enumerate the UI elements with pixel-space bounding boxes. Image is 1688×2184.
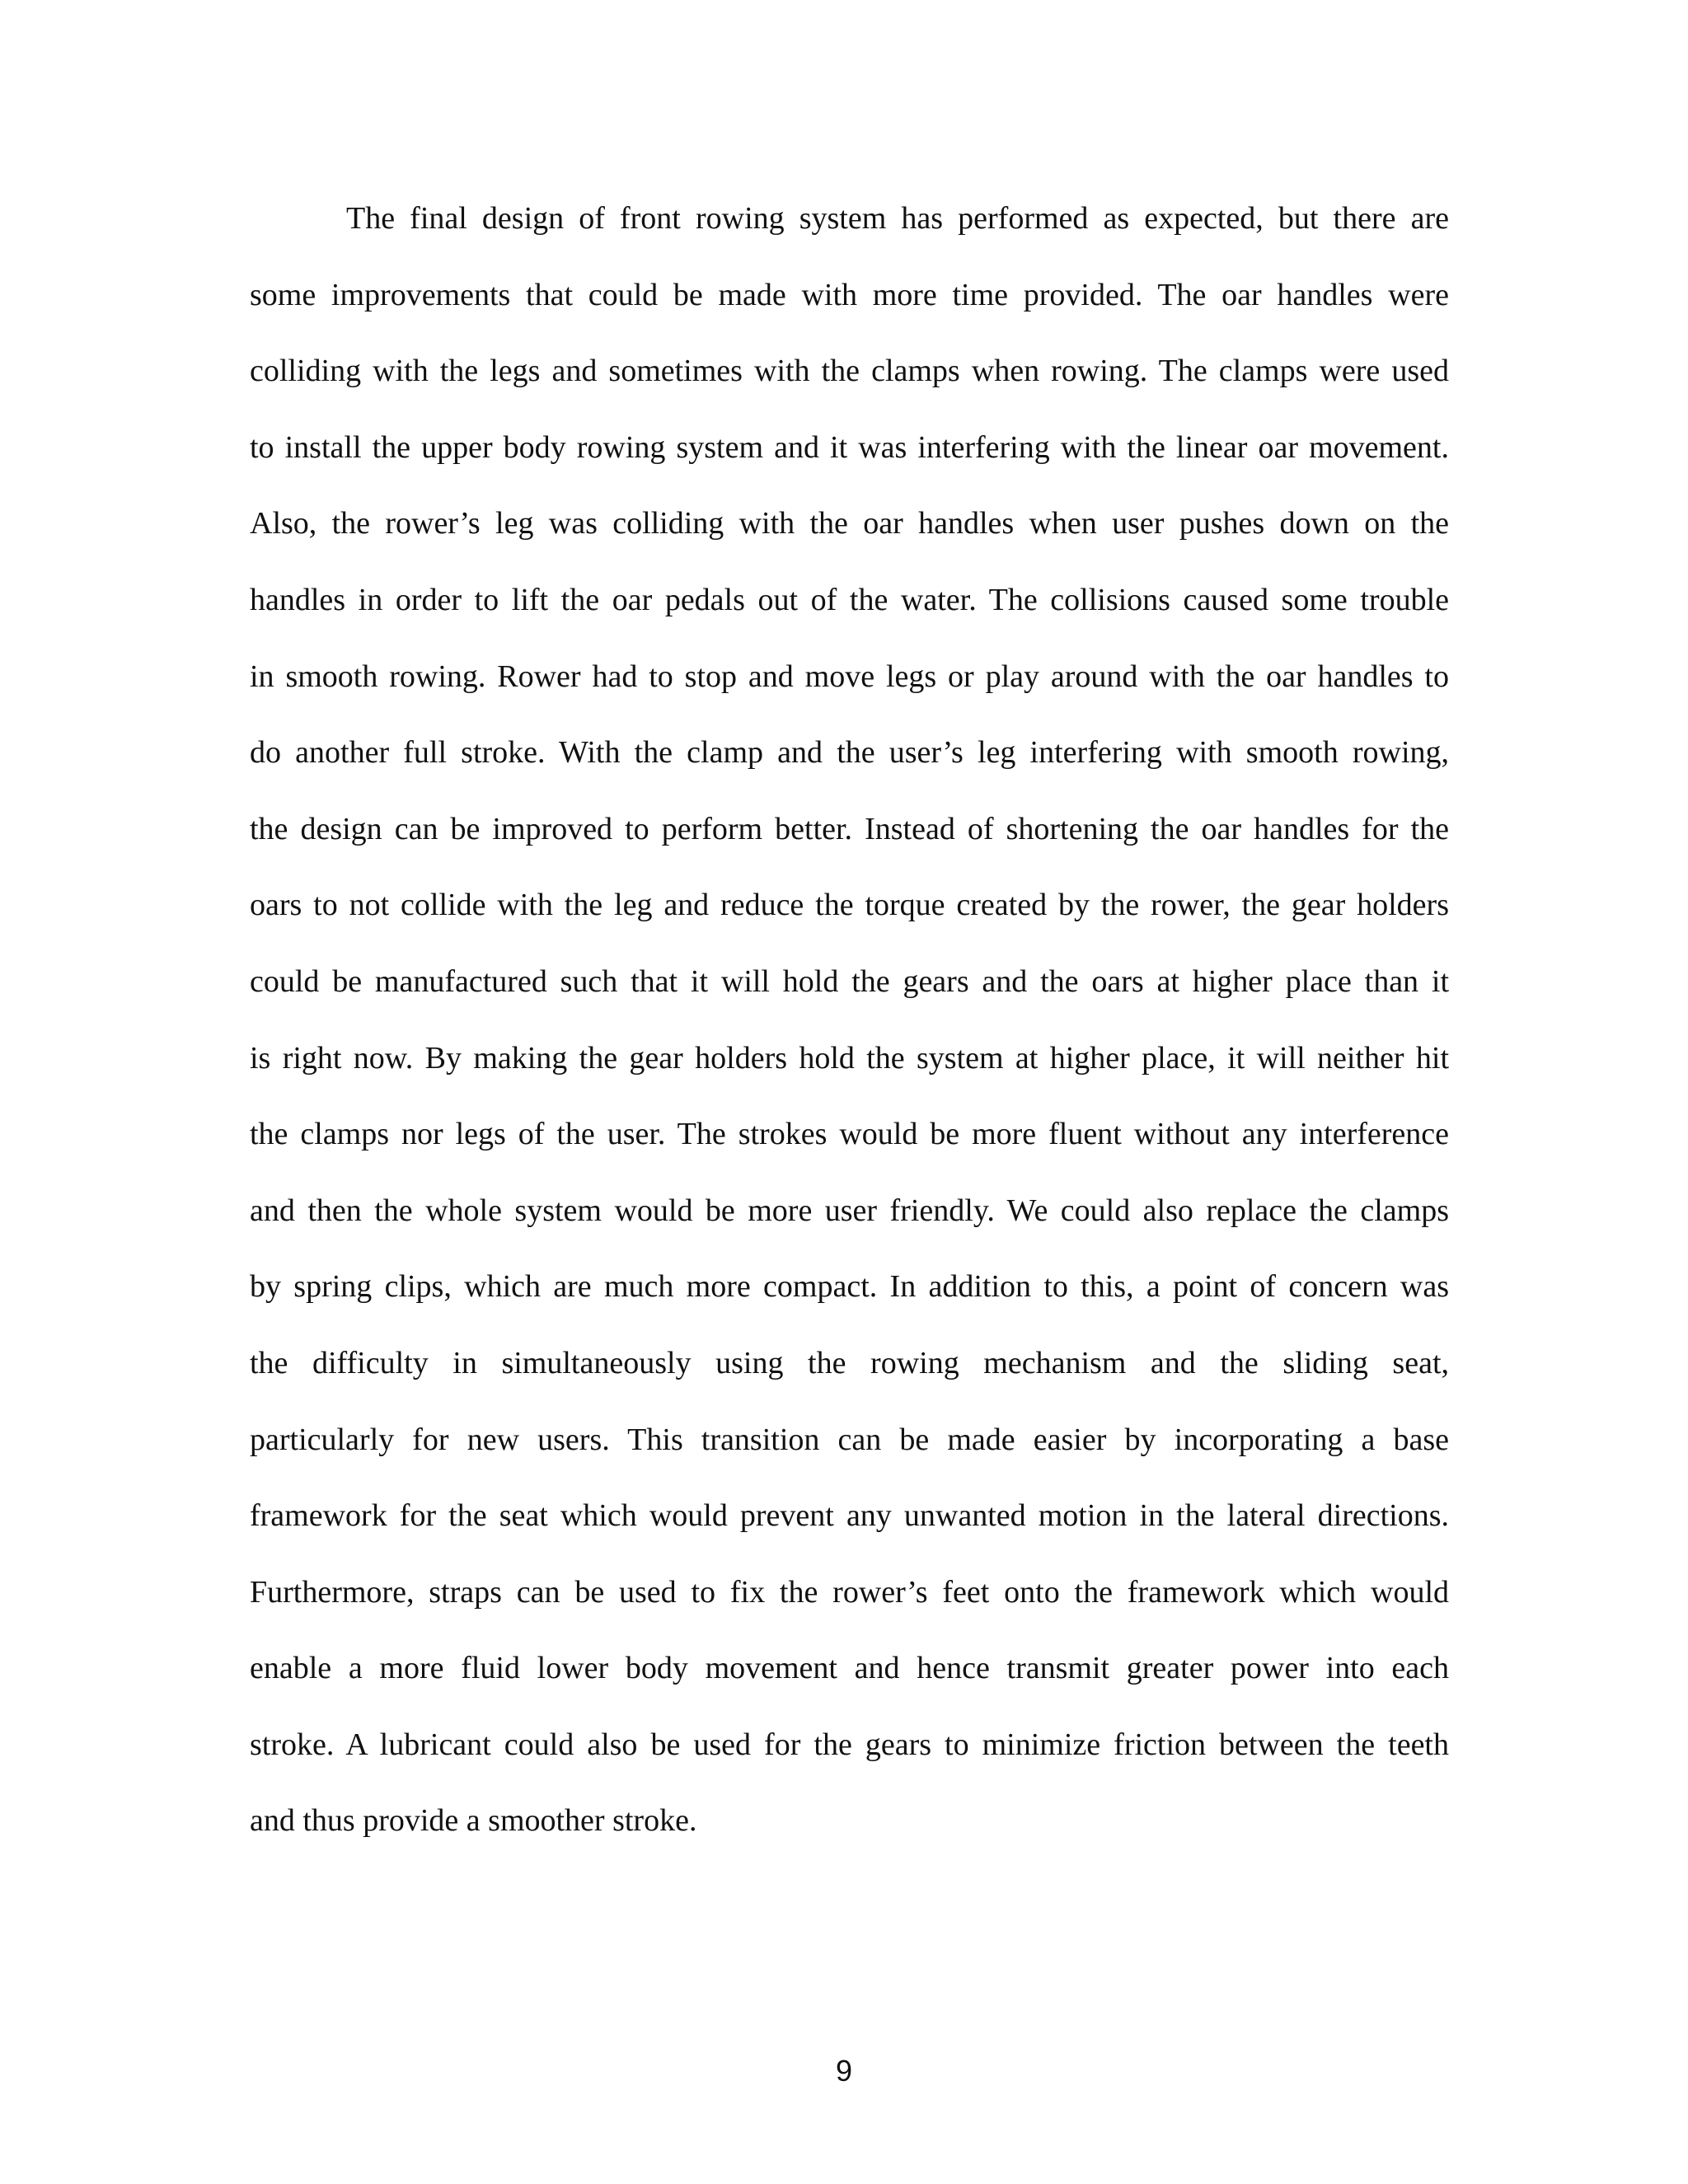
paragraph-line: particularly for new users. This transition can be made easier by incorporating a base <box>250 1422 1449 1457</box>
paragraph-line: and thus provide a smoother stroke. <box>250 1803 697 1839</box>
paragraph-line: colliding with the legs and sometimes with the clamps when rowing. The clamps were used <box>250 354 1449 389</box>
paragraph-line: The final design of front rowing system has performed as expected, but there are <box>346 201 1449 236</box>
paragraph-line: handles in order to lift the oar pedals out of the water. The collisions caused some trouble <box>250 582 1449 617</box>
paragraph-line: to install the upper body rowing system and it was interfering with the linear oar movement. <box>250 429 1449 465</box>
paragraph-line: and then the whole system would be more user friendly. We could also replace the clamps <box>250 1193 1449 1228</box>
paragraph-line: do another full stroke. With the clamp and the user’s leg interfering with smooth rowing, <box>250 735 1449 771</box>
paragraph-line: the design can be improved to perform better. Instead of shortening the oar handles for the <box>250 811 1449 846</box>
paragraph-line: in smooth rowing. Rower had to stop and move legs or play around with the oar handles to <box>250 658 1449 694</box>
paragraph-line: framework for the seat which would prevent any unwanted motion in the lateral directions. <box>250 1498 1449 1534</box>
paragraph-line: by spring clips, which are much more compact. In addition to this, a point of concern was <box>250 1269 1449 1305</box>
paragraph-line: the difficulty in simultaneously using the rowing mechanism and the sliding seat, <box>250 1345 1449 1380</box>
paragraph-line: the clamps nor legs of the user. The strokes would be more fluent without any interference <box>250 1117 1449 1152</box>
paragraph-line: enable a more fluid lower body movement and hence transmit greater power into each <box>250 1651 1449 1686</box>
paragraph-line: is right now. By making the gear holders hold the system at higher place, it will neither hit <box>250 1040 1449 1076</box>
page-number: 9 <box>835 2054 853 2088</box>
paragraph-line: oars to not collide with the leg and reduce the torque created by the rower, the gear holders <box>250 888 1449 923</box>
paragraph-line: Also, the rower’s leg was colliding with the oar handles when user pushes down on the <box>250 506 1449 541</box>
body-paragraph <box>250 180 1449 1859</box>
paragraph-line: could be manufactured such that it will hold the gears and the oars at higher place than it <box>250 963 1449 999</box>
paragraph-line: Furthermore, straps can be used to fix the rower’s feet onto the framework which would <box>250 1574 1449 1610</box>
paragraph-line: some improvements that could be made with more time provided. The oar handles were <box>250 277 1449 312</box>
paragraph-line: stroke. A lubricant could also be used for the gears to minimize friction between the teeth <box>250 1727 1449 1762</box>
